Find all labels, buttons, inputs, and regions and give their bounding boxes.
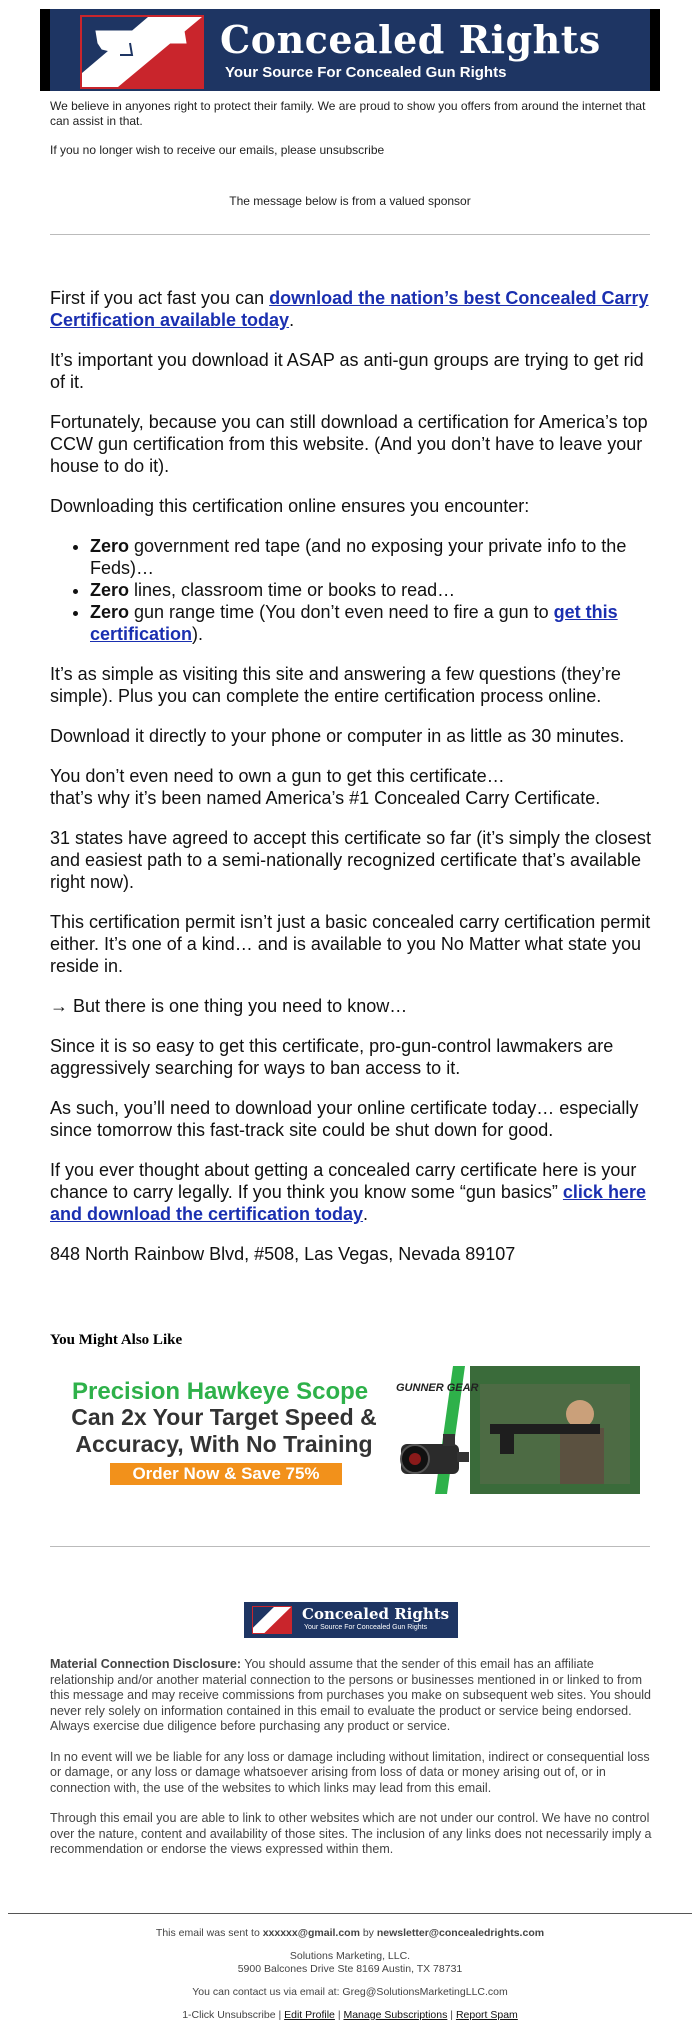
article-body (50, 287, 655, 1283)
paragraph-text: . (363, 1204, 369, 1224)
email-footer (0, 1927, 700, 2032)
list-item-text: lines, classroom time or books to read… (129, 580, 456, 600)
footer-text: by (359, 1927, 377, 1939)
paragraph: → But there is one thing you need to know… (50, 996, 408, 1016)
gunner-gear-logo: GUNNER GEAR (396, 1382, 479, 1394)
sender-email: newsletter@concealedrights.com (376, 1927, 545, 1939)
company-name: Solutions Marketing, LLC. (289, 1950, 411, 1962)
disclosure-paragraph: In no event will we be liable for any loss or damage including without limitation, indirect or consequential loss or damage, or any loss or damage whatsoever arising from loss of data or money arising out of, or in connection with, the use of the websites to which links may lead from this email. (50, 1749, 650, 1795)
one-click-unsubscribe-link[interactable]: 1-Click Unsubscribe (182, 2009, 276, 2021)
scope-ad-banner[interactable] (50, 1366, 640, 1494)
paragraph (50, 287, 655, 331)
benefits-list (50, 535, 655, 645)
separator: | (275, 2009, 285, 2021)
report-spam-link[interactable]: Report Spam (455, 2009, 518, 2021)
soldier-photo-icon (480, 1384, 630, 1484)
paragraph: It’s as simple as visiting this site and answering a few questions (they’re simple). Plus you can complete the entire certification process online. (50, 664, 621, 706)
ad-title: Precision Hawkeye Scope (72, 1378, 369, 1405)
unsubscribe-link-top[interactable]: unsubscribe (319, 143, 385, 157)
paragraph: Fortunately, because you can still download a certification for America’s top CCW gun certification from this website. (And you don’t have to leave your house to do it). (50, 412, 648, 476)
paragraph: Downloading this certification online ensures you encounter: (50, 496, 530, 516)
manage-subscriptions-link[interactable]: Manage Subscriptions (343, 2009, 448, 2021)
list-item-bold: Zero (90, 536, 130, 556)
divider (50, 234, 650, 235)
disclosure-block (50, 1657, 652, 1873)
ad-order-button[interactable]: Order Now & Save 75% (110, 1463, 342, 1485)
disclosure-paragraph (50, 1657, 652, 1735)
paragraph: Download it directly to your phone or computer in as little as 30 minutes. (50, 726, 625, 746)
recipient-email: xxxxxx@gmail.com (262, 1927, 360, 1939)
paragraph: As such, you’ll need to download your online certificate today… especially since tomorrow this fast-track site could be shut down for good. (50, 1098, 639, 1140)
list-item (90, 601, 655, 645)
sent-to-line (0, 1927, 700, 1940)
sponsor-note: The message below is from a valued sponsor (229, 194, 471, 208)
intro-text: We believe in anyones right to protect their family. We are proud to show you offers from around the internet that can assist in that. (50, 99, 646, 128)
unsubscribe-line (50, 143, 650, 158)
header-banner (40, 9, 660, 91)
company-address: 5900 Balcones Drive Ste 8169 Austin, TX 78731 (237, 1963, 463, 1975)
separator: | (334, 2009, 344, 2021)
list-item-bold: Zero (90, 602, 130, 622)
paragraph-text: You don’t even need to own a gun to get this certificate… (50, 766, 505, 786)
ad-headline-line: Accuracy, With No Training (75, 1431, 373, 1457)
brand-subtitle: Your Source For Concealed Gun Rights (225, 64, 507, 81)
logo-flag-emblem (80, 15, 204, 89)
list-item (90, 535, 655, 579)
click-here-download-link[interactable]: click here and download the certification today (50, 1182, 646, 1224)
footer-logo (244, 1602, 458, 1638)
paragraph (50, 1159, 655, 1225)
edit-profile-link[interactable]: Edit Profile (284, 2009, 335, 2021)
unsubscribe-prefix: If you no longer wish to receive our emails, please (50, 143, 317, 157)
footer-logo-title: Concealed Rights (302, 1605, 450, 1623)
contact-line: You can contact us via email at: Greg@SolutionsMarketingLLC.com (192, 1986, 508, 1998)
paragraph-text: First if you act fast you can (50, 288, 270, 308)
paragraph: 31 states have agreed to accept this certificate so far (it’s simply the closest and easiest path to a semi-nationally recognized certificate that’s available right now). (50, 828, 651, 892)
ad-headline-line: Can 2x Your Target Speed & (71, 1404, 377, 1430)
paragraph (50, 765, 655, 809)
disclosure-text: You should assume that the sender of this email has an affiliate relationship and/or another material connection to the persons or businesses mentioned in or linked to from this message and may receive commissions from purchases you make on subsequent web sites. You should never rely solely on information contained in this email to evaluate the product or service being endorsed. Always exercise due diligence before purchasing any product or service. (50, 1657, 652, 1733)
intro-block (50, 99, 650, 172)
list-item-text: government red tape (and no exposing your private info to the Feds)… (90, 536, 627, 578)
get-certification-link[interactable]: get this certification (90, 602, 618, 644)
ad-headline (64, 1404, 384, 1458)
paragraph: This certification permit isn’t just a basic concealed carry certification permit either. It’s one of a kind… and is available to you No Matter what state you reside in. (50, 912, 651, 976)
paragraph: It’s important you download it ASAP as anti-gun groups are trying to get rid of it. (50, 350, 644, 392)
list-item-bold: Zero (90, 580, 130, 600)
disclosure-paragraph: Through this email you are able to link to other websites which are not under our control. We have no control over the nature, content and availability of those sites. The inclusion of any links does not necessarily imply a recommendation or endorse the views expressed within them. (50, 1811, 652, 1856)
company-info (0, 1950, 700, 1976)
paragraph: Since it is so easy to get this certificate, pro-gun-control lawmakers are aggressively searching for ways to ban access to it. (50, 1036, 614, 1078)
sponsor-address: 848 North Rainbow Blvd, #508, Las Vegas, Nevada 89107 (50, 1244, 516, 1264)
disclosure-label: Material Connection Disclosure: (50, 1657, 242, 1671)
download-certification-link[interactable]: download the nation’s best Concealed Carry Certification available today (50, 288, 649, 330)
related-heading: You Might Also Like (50, 1332, 183, 1348)
brand-title: Concealed Rights (220, 17, 601, 62)
paragraph-text: If you ever thought about getting a concealed carry certificate here is your chance to carry legally. If you think you know some “gun basics” (50, 1160, 637, 1202)
footer-logo-subtitle: Your Source For Concealed Gun Rights (304, 1624, 428, 1631)
paragraph-text: that’s why it’s been named America’s #1 Concealed Carry Certificate. (50, 788, 601, 808)
separator: | (447, 2009, 456, 2021)
divider (8, 1913, 692, 1914)
header-banner-inner (50, 9, 650, 91)
footer-text: This email was sent to (155, 1927, 263, 1939)
paragraph-text: . (289, 310, 295, 330)
pistol-icon (92, 25, 192, 81)
footer-logo-emblem (252, 1606, 292, 1634)
divider (50, 1546, 650, 1547)
list-item-text: gun range time (You don’t even need to fire a gun to (129, 602, 554, 622)
red-dot-scope-icon (395, 1426, 475, 1486)
list-item (90, 579, 655, 601)
footer-links (0, 2009, 700, 2022)
list-item-text: ). (192, 624, 204, 644)
